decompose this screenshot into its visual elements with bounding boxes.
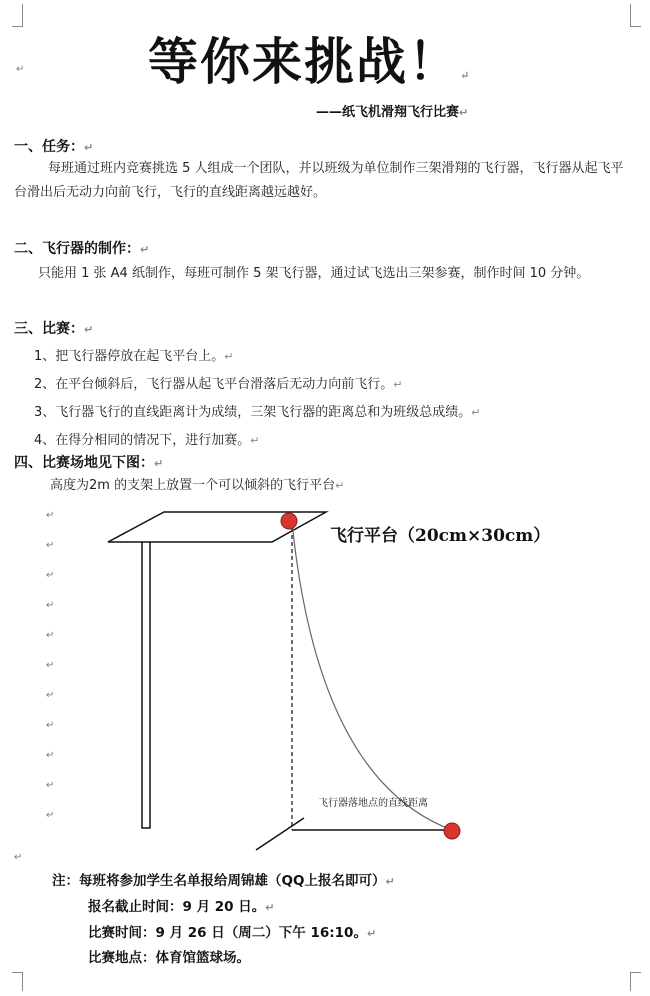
section-heading-venue: 四、比赛场地见下图：↵ (14, 455, 164, 471)
paragraph-mark: ↵ (46, 690, 55, 701)
contest-item: 4、在得分相同的情况下，进行加赛。↵ (34, 433, 260, 448)
paragraph-mark: ↵ (16, 64, 25, 75)
section-heading-contest: 三、比赛：↵ (14, 321, 94, 337)
contest-item: 3、飞行器飞行的直线距离计为成绩，三架飞行器的距离总和为班级总成绩。↵ (34, 405, 481, 420)
contest-item: 1、把飞行器停放在起飞平台上。↵ (34, 349, 234, 364)
page-title: 等你来挑战！↵ (148, 32, 472, 91)
section-body-venue: 高度为2m 的支架上放置一个可以倾斜的飞行平台↵ (50, 478, 345, 493)
paragraph-mark: ↵ (46, 660, 55, 671)
distance-label: 飞行器落地点的直线距离 (318, 798, 428, 809)
paragraph-mark: ↵ (46, 810, 55, 821)
paragraph-mark: ↵ (14, 852, 23, 863)
landing-point (444, 823, 460, 839)
note-place: 比赛地点：体育馆篮球场。 (88, 950, 250, 966)
ground-line (256, 818, 304, 850)
support-pole (142, 540, 150, 828)
paragraph-mark: ↵ (46, 780, 55, 791)
note-deadline: 报名截止时间：9 月 20 日。↵ (88, 899, 275, 915)
section-body-task: 每班通过班内竞赛挑选 5 人组成一个团队，并以班级为单位制作三架滑翔的飞行器，飞行器从起飞平台滑出后无动力向前飞行，飞行的直线距离越远越好。 (14, 161, 624, 200)
paragraph-mark: ↵ (46, 720, 55, 731)
paragraph-mark: ↵ (46, 540, 55, 551)
section-body-making: 只能用 1 张 A4 纸制作，每班可制作 5 架飞行器，通过试飞选出三架参赛，制作时间 10 分钟。 (38, 266, 590, 281)
paragraph-mark: ↵ (46, 510, 55, 521)
section-heading-making: 二、飞行器的制作：↵ (14, 241, 150, 257)
page-subtitle: ——纸飞机滑翔飞行比赛↵ (316, 105, 469, 120)
paragraph-mark: ↵ (46, 570, 55, 581)
paragraph-mark: ↵ (46, 750, 55, 761)
paragraph-mark: ↵ (46, 630, 55, 641)
section-heading-task: 一、任务：↵ (14, 139, 94, 155)
contest-item: 2、在平台倾斜后，飞行器从起飞平台滑落后无动力向前飞行。↵ (34, 377, 403, 392)
note-registration: 注：每班将参加学生名单报给周锦雄（QQ上报名即可）↵ (52, 873, 395, 889)
note-time: 比赛时间：9 月 26 日（周二）下午 16:10。↵ (88, 925, 377, 941)
takeoff-point (281, 513, 297, 529)
flight-trajectory (292, 522, 452, 830)
paragraph-mark: ↵ (46, 600, 55, 611)
platform-label: 飞行平台（20cm×30cm） (330, 526, 551, 546)
